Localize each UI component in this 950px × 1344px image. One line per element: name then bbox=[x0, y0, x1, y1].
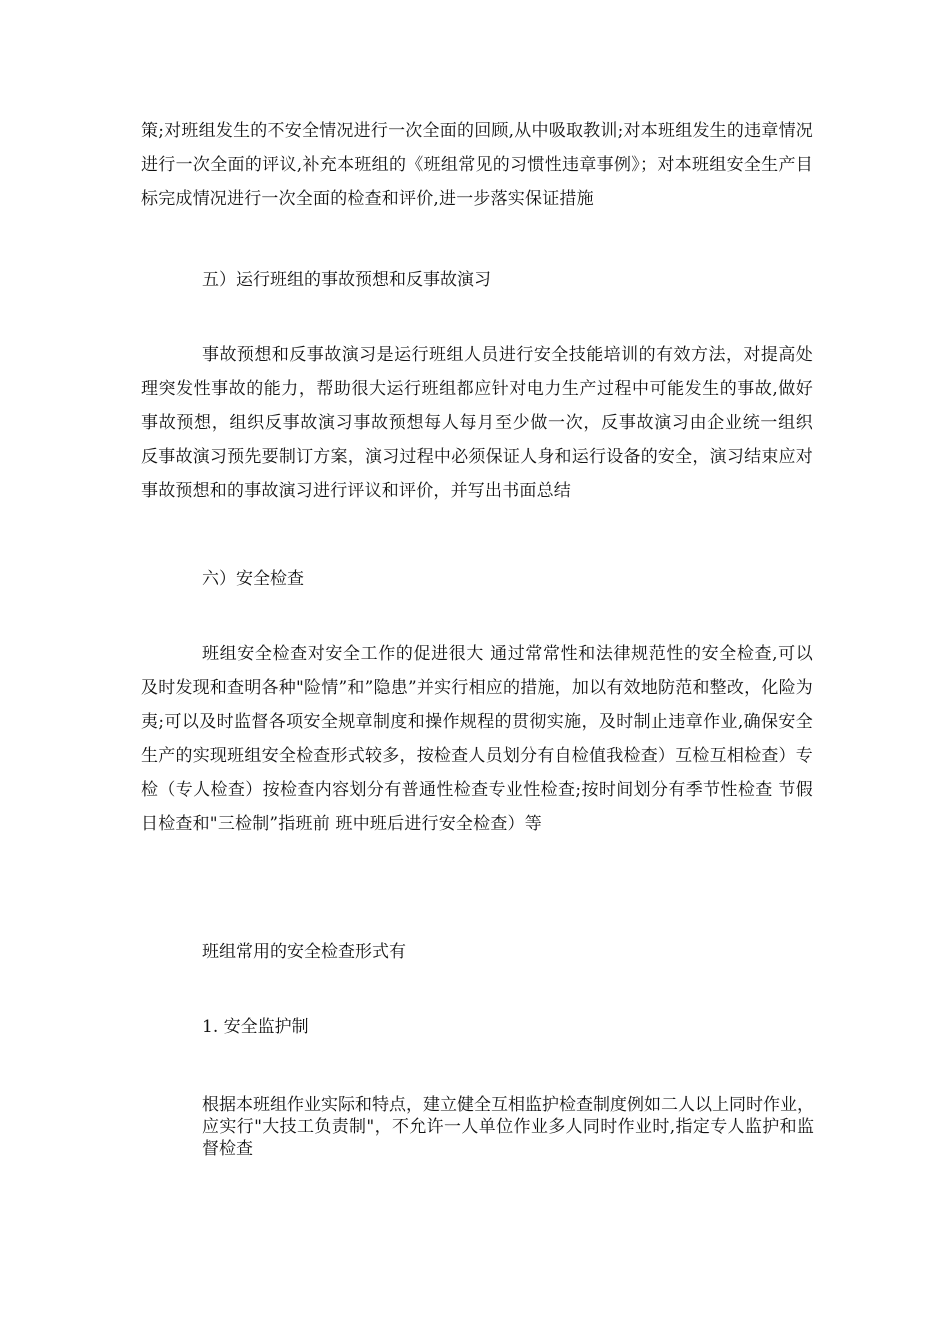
paragraph-safety-supervision: 根据本班组作业实际和特点，建立健全互相监护检查制度例如二人以上同时作业，应实行"大技工负责制"，不允许一人单位作业多人同时作业时,指定专人监护和监督检查 bbox=[202, 1095, 814, 1159]
paragraph-accident-drill: 事故预想和反事故演习是运行班组人员进行安全技能培训的有效方法，对提高处理突发性事故的能力，帮助很大运行班组都应针对电力生产过程中可能发生的事故,做好事故预想，组织反事故演习事故预想每人每月至少做一次，反事故演习由企业统一组织 反事故演习预先要制订方案，演习过程中必须保证人身和运行设备的安全，演习结束应对事故预想和的事故演习进行评议和评价，并写出书面总结 bbox=[141, 345, 813, 501]
section-heading-accident-drill: 五）运行班组的事故预想和反事故演习 bbox=[202, 270, 491, 290]
heading-safety-supervision: 1. 安全监护制 bbox=[202, 1017, 309, 1037]
section-heading-safety-inspection: 六）安全检查 bbox=[202, 569, 304, 589]
paragraph-safety-inspection: 班组安全检查对安全工作的促进很大 通过常常性和法律规范性的安全检查,可以及时发现和查明各种"险情”和”隐患”并实行相应的措施，加以有效地防范和整改，化险为夷;可以及时监督各项安全规章制度和操作规程的贯彻实施，及时制止违章作业,确保安全生产的实现班组安全检查形式较多，按检查人员划分有自检值我检查）互检互相检查）专检（专人检查）按检查内容划分有普通性检查专业性检查;按时间划分有季节性检查 节假日检查和"三检制”指班前 班中班后进行安全检查）等 bbox=[141, 644, 813, 834]
heading-inspection-forms: 班组常用的安全检查形式有 bbox=[202, 942, 406, 962]
paragraph-review: 策;对班组发生的不安全情况进行一次全面的回顾,从中吸取教训;对本班组发生的违章情况进行一次全面的评议,补充本班组的《班组常见的习惯性违章事例》；对本班组安全生产目标完成情况进行一次全面的检查和评价,进一步落实保证措施 bbox=[141, 121, 813, 209]
